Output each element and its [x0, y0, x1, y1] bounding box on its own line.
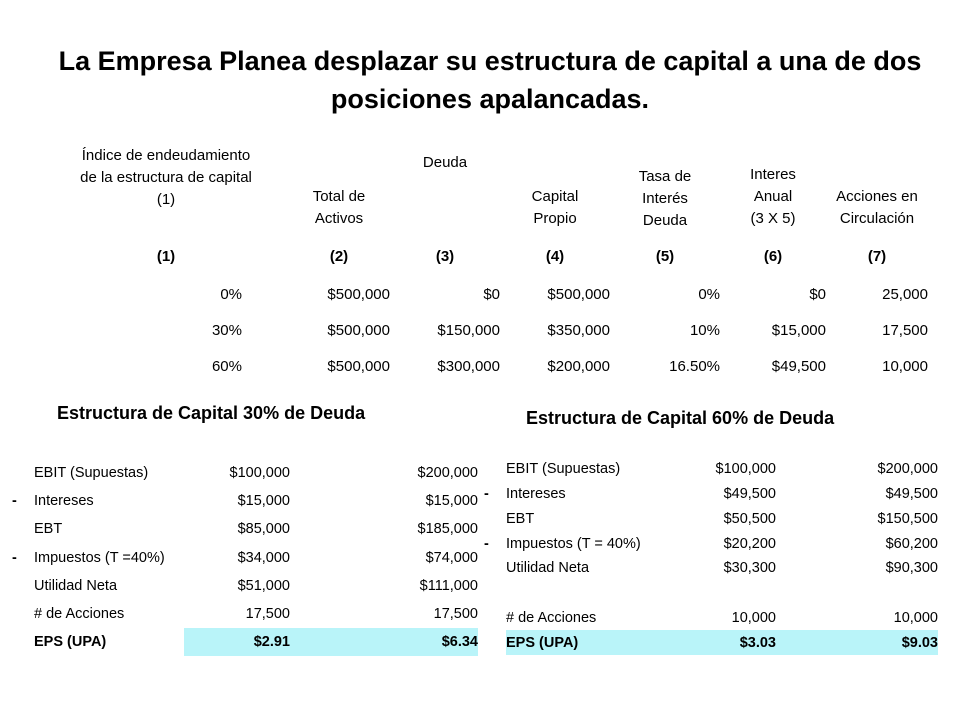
table-cell: $500,000 — [327, 285, 390, 303]
table-cell: $15,000 — [771, 321, 826, 339]
index-cell: (5) — [655, 247, 675, 265]
table-row — [484, 481, 938, 506]
table-row — [12, 543, 478, 572]
table-row — [484, 506, 938, 531]
row-label: EBT — [506, 510, 535, 527]
value-a: $50,500 — [723, 510, 776, 527]
value-b: $49,500 — [885, 485, 938, 502]
table-cell: $350,000 — [547, 321, 610, 339]
value-b: $90,300 — [885, 560, 938, 576]
left-income-table — [12, 458, 478, 656]
table-cell: $49,500 — [771, 357, 826, 375]
eps-value-b: $6.34 — [290, 628, 478, 656]
value-b: $150,500 — [877, 510, 938, 527]
row-label: EBT — [34, 521, 63, 537]
value-a: $30,300 — [723, 560, 776, 576]
value-a: $20,200 — [723, 535, 776, 552]
table-row — [484, 457, 938, 481]
header-row — [44, 128, 928, 236]
row-label — [506, 580, 672, 605]
eps-row — [12, 628, 478, 656]
row-label: Impuestos (T =40%) — [34, 549, 165, 566]
value-b: $200,000 — [417, 464, 478, 481]
value-a: 10,000 — [731, 609, 776, 626]
value-b: $200,000 — [877, 461, 938, 477]
table-row — [44, 276, 928, 312]
row-label: EPS (UPA) — [506, 630, 672, 655]
table-cell: $500,000 — [547, 285, 610, 303]
header-acciones: Acciones en Circulación — [836, 188, 918, 227]
index-cell: (1) — [156, 247, 176, 265]
sign-cell: - — [12, 493, 17, 509]
table-cell: 17,500 — [882, 321, 928, 339]
left-section-title: Estructura de Capital 30% de Deuda — [57, 403, 366, 423]
value-a: $15,000 — [237, 493, 290, 509]
sign-cell — [484, 556, 506, 580]
table-cell: $200,000 — [547, 357, 610, 375]
value-a: $100,000 — [229, 464, 290, 481]
eps-value-a: $3.03 — [672, 630, 776, 655]
eps-value-b: $9.03 — [776, 630, 938, 655]
table-cell: 10% — [689, 321, 720, 339]
table-row — [12, 458, 478, 487]
row-label: Intereses — [34, 493, 94, 509]
index-cell: (3) — [435, 247, 455, 265]
sign-cell — [484, 580, 506, 605]
row-label: Utilidad Neta — [34, 578, 118, 594]
sign-cell — [12, 572, 34, 600]
sign-cell — [12, 628, 34, 656]
table-cell: 0% — [698, 285, 720, 303]
table-row — [44, 348, 928, 384]
leverage-table — [44, 128, 928, 384]
sign-cell — [484, 605, 506, 630]
value-b: $185,000 — [417, 521, 478, 537]
row-label: EBIT (Supuestas) — [506, 461, 621, 477]
value-a: $85,000 — [237, 521, 290, 537]
table-row — [12, 487, 478, 515]
sign-cell — [484, 457, 506, 481]
row-label: Utilidad Neta — [506, 560, 590, 576]
value-b: $60,200 — [885, 535, 938, 552]
table-cell: $0 — [809, 285, 826, 303]
row-label: EBIT (Supuestas) — [34, 464, 149, 481]
row-label: # de Acciones — [506, 609, 597, 626]
table-row — [484, 605, 938, 630]
sign-cell: - — [484, 485, 489, 502]
value-a — [672, 580, 776, 605]
header-tasa-interes: Tasa de Interés Deuda — [638, 168, 692, 229]
table-cell: 0% — [220, 285, 242, 303]
value-b: 17,500 — [433, 606, 478, 622]
table-row — [484, 556, 938, 580]
table-cell: 16.50% — [669, 357, 720, 375]
index-cell: (4) — [545, 247, 565, 265]
value-b: $74,000 — [425, 549, 478, 566]
title-line-2: posiciones apalancadas. — [330, 84, 650, 114]
table-row — [44, 312, 928, 348]
index-cell: (7) — [867, 247, 887, 265]
sign-cell — [12, 600, 34, 628]
header-deuda: Deuda — [422, 154, 468, 171]
value-a: $34,000 — [237, 549, 290, 566]
right-income-table — [484, 457, 938, 655]
table-cell: $500,000 — [327, 357, 390, 375]
eps-row — [484, 630, 938, 655]
value-a: 17,500 — [245, 606, 290, 622]
value-a: $49,500 — [723, 485, 776, 502]
header-total-activos: Total de Activos — [312, 188, 366, 227]
sign-cell: - — [12, 549, 17, 566]
right-section-title: Estructura de Capital 60% de Deuda — [526, 408, 835, 428]
empty-row — [484, 580, 938, 605]
page-title — [30, 42, 950, 118]
sign-cell — [484, 630, 506, 655]
table-cell: $0 — [483, 285, 500, 303]
value-b: 10,000 — [893, 609, 938, 626]
table-cell: $150,000 — [437, 321, 500, 339]
value-b: $111,000 — [419, 578, 478, 594]
table-row — [12, 572, 478, 600]
index-row — [44, 236, 928, 276]
table-cell: 10,000 — [882, 357, 928, 375]
header-capital-propio: Capital Propio — [531, 188, 579, 227]
sign-cell: - — [484, 535, 489, 552]
table-cell: 30% — [211, 321, 242, 339]
eps-value-a: $2.91 — [184, 628, 290, 656]
table-cell: 25,000 — [882, 285, 928, 303]
table-row — [484, 531, 938, 556]
row-label: Intereses — [506, 485, 566, 502]
table-cell: $300,000 — [437, 357, 500, 375]
sign-cell — [12, 458, 34, 487]
title-line-1: La Empresa Planea desplazar su estructura de capital a una de dos — [58, 46, 922, 76]
sign-cell — [484, 506, 506, 531]
value-a: $51,000 — [237, 578, 290, 594]
sign-cell — [12, 515, 34, 543]
table-row — [12, 515, 478, 543]
value-b: $15,000 — [425, 493, 478, 509]
value-a: $100,000 — [715, 461, 776, 477]
table-cell: $500,000 — [327, 321, 390, 339]
table-row — [12, 600, 478, 628]
row-label: # de Acciones — [34, 606, 125, 622]
header-indice: Índice de endeudamiento de la estructura de capital (1) — [80, 147, 252, 208]
row-label: EPS (UPA) — [34, 634, 107, 650]
table-cell: 60% — [211, 357, 242, 375]
index-cell: (6) — [763, 247, 783, 265]
value-b — [776, 580, 938, 605]
index-cell: (2) — [329, 247, 349, 265]
header-interes-anual: Interes Anual (3 X 5) — [750, 166, 796, 227]
row-label: Impuestos (T = 40%) — [506, 535, 641, 552]
